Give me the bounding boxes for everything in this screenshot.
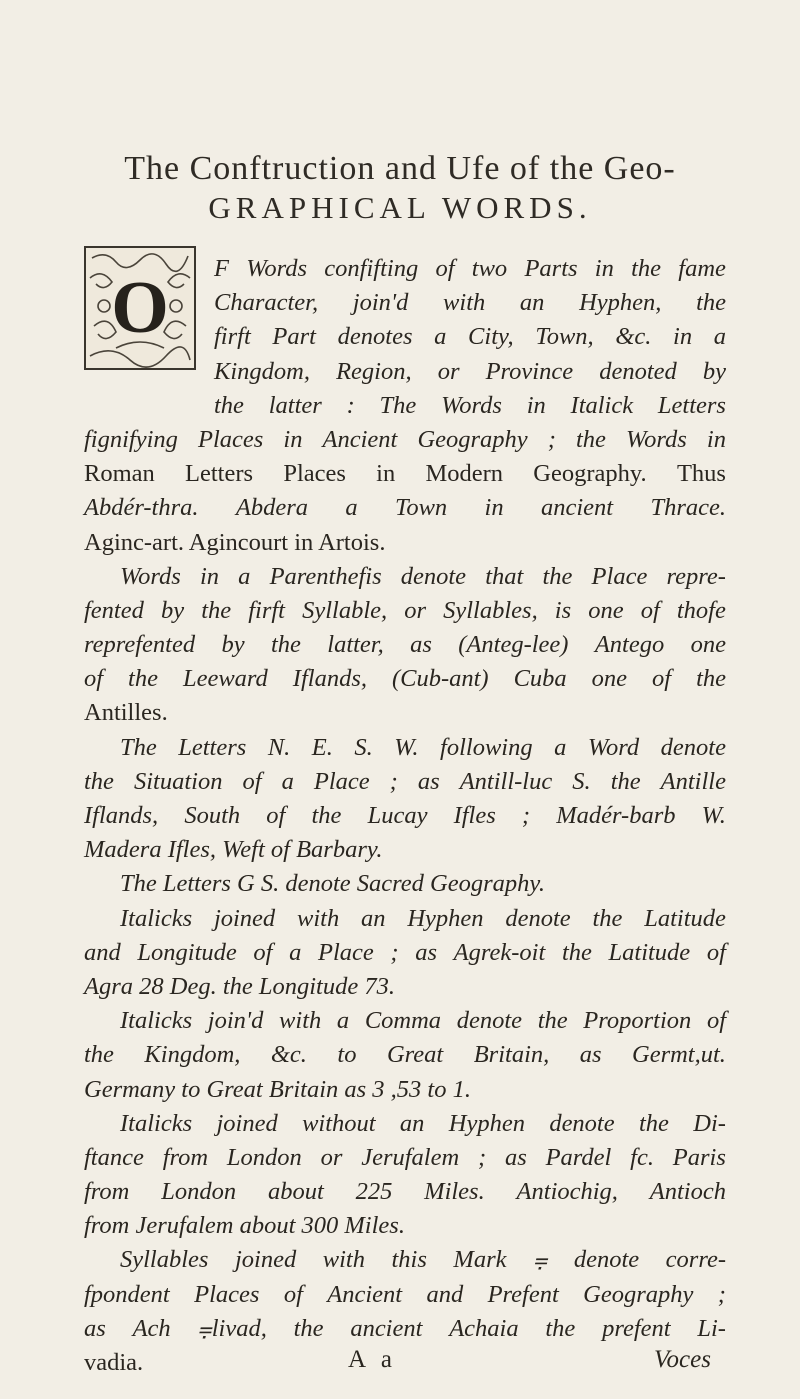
- text-line: [84, 1278, 726, 1312]
- word: Italicks: [120, 1109, 193, 1137]
- word: Syllables,: [443, 596, 538, 624]
- paragraph-compass-letters: [84, 731, 726, 868]
- word: Places: [194, 1280, 260, 1308]
- word: Achaia: [449, 1314, 519, 1342]
- word: (Anteg-lee): [458, 631, 569, 659]
- word: denote: [456, 1007, 523, 1035]
- word: the: [696, 289, 726, 317]
- word: with: [297, 904, 340, 932]
- word: Italick: [570, 391, 634, 419]
- word: this: [391, 1246, 427, 1274]
- word: Ancient: [327, 1280, 403, 1308]
- word: fented: [84, 596, 144, 624]
- word: Abdera: [235, 494, 308, 522]
- word: by: [221, 631, 245, 659]
- word: from: [84, 1178, 130, 1206]
- paragraph-correspondent: [84, 1243, 726, 1380]
- word: the: [270, 631, 301, 659]
- word: of: [652, 665, 672, 693]
- word: Places: [198, 425, 264, 453]
- word: City,: [468, 323, 514, 351]
- word: in: [484, 494, 504, 522]
- word: N.: [267, 733, 291, 761]
- word: Di-: [693, 1109, 726, 1137]
- word: Letters: [178, 733, 247, 761]
- word: Germt,ut.: [632, 1041, 726, 1069]
- word: Province: [485, 357, 574, 385]
- word: London: [226, 1143, 302, 1171]
- word: Cuba: [513, 665, 567, 693]
- word: fignifying: [84, 425, 178, 453]
- text-line: Antilles.: [84, 699, 168, 727]
- word: W.: [701, 802, 726, 829]
- word: Madér-barb: [556, 802, 676, 829]
- word: Britain,: [473, 1041, 550, 1069]
- word: Antille: [660, 767, 726, 795]
- word: an: [519, 289, 545, 317]
- word: denotes: [337, 323, 413, 351]
- word: London: [161, 1178, 237, 1206]
- word: from: [162, 1143, 209, 1171]
- word: the: [537, 1007, 568, 1035]
- word: a: [238, 562, 251, 590]
- word: E.: [311, 733, 333, 761]
- word: ⩦: [533, 1246, 548, 1274]
- word: Geography: [583, 1280, 694, 1308]
- word: Syllables: [120, 1246, 209, 1274]
- word: as: [415, 938, 438, 966]
- word: or: [437, 357, 460, 385]
- text-line: Agra 28 Deg. the Longitude 73.: [84, 972, 395, 1000]
- word: denote: [660, 733, 726, 761]
- word: firft: [248, 596, 285, 624]
- word: firft: [214, 323, 251, 351]
- word: denote: [549, 1109, 615, 1137]
- word: confifting: [324, 255, 419, 282]
- word: Mark: [453, 1246, 507, 1274]
- word: in: [594, 255, 614, 282]
- word: (Cub-ant): [391, 665, 489, 693]
- word: Parenthefis: [269, 562, 382, 590]
- word: to: [337, 1041, 357, 1069]
- word: Place: [591, 562, 648, 590]
- word: Li-: [697, 1314, 726, 1342]
- word: as: [84, 1314, 106, 1342]
- word: denote: [505, 904, 571, 932]
- word: the: [128, 665, 158, 693]
- word: Thrace.: [650, 494, 726, 522]
- word: Geography: [417, 425, 528, 453]
- word: Hyphen: [407, 904, 484, 932]
- word: thofe: [676, 596, 726, 624]
- word: Modern: [425, 460, 504, 488]
- word: Words: [441, 391, 502, 419]
- paragraph-proportion: [84, 1004, 726, 1107]
- word: as: [504, 1143, 527, 1171]
- word: Ancient: [322, 425, 398, 453]
- paragraph-sacred-geography: [84, 867, 726, 901]
- word: Words: [120, 562, 181, 590]
- text-line: [84, 560, 726, 594]
- word: join'd: [207, 1007, 264, 1035]
- word: ;: [477, 1143, 487, 1171]
- paragraph-parenthesis: [84, 560, 726, 731]
- text-line: [84, 731, 726, 765]
- word: Prefent: [487, 1280, 559, 1308]
- word: Paris: [672, 1143, 726, 1171]
- word: ;: [717, 1280, 726, 1308]
- word: Iflands,: [292, 665, 367, 693]
- word: Pardel: [545, 1143, 612, 1171]
- word: a: [281, 767, 294, 795]
- text-line: The Letters G S. denote Sacred Geography.: [120, 870, 546, 898]
- word: ⩦livad,: [197, 1314, 267, 1342]
- word: Letters: [185, 460, 254, 488]
- text-line: from Jerufalem about 300 Miles.: [84, 1212, 405, 1240]
- word: Region,: [336, 357, 412, 385]
- text-line: [84, 1141, 726, 1175]
- word: following: [440, 733, 533, 761]
- word: in: [526, 391, 546, 419]
- word: about: [267, 1178, 324, 1206]
- word: one: [591, 665, 628, 693]
- word: Kingdom,: [144, 1041, 241, 1069]
- body-text: [84, 252, 726, 1380]
- word: Great: [386, 1041, 444, 1069]
- initial-letter: O: [111, 267, 169, 349]
- word: by: [160, 596, 185, 624]
- word: of: [253, 938, 273, 966]
- word: Character,: [214, 289, 319, 317]
- word: as: [417, 767, 440, 795]
- word: and: [426, 1280, 464, 1308]
- word: the: [696, 665, 726, 693]
- word: Italicks: [120, 1007, 193, 1035]
- word: the: [542, 562, 573, 590]
- word: joined: [234, 1246, 297, 1274]
- word: corre-: [665, 1246, 726, 1274]
- word: denote: [573, 1246, 640, 1274]
- word: ;: [547, 425, 556, 453]
- text-line: [84, 1038, 726, 1072]
- word: W.: [394, 733, 419, 761]
- word: the: [293, 1314, 324, 1342]
- text-line: [84, 252, 726, 286]
- word: Words: [246, 255, 308, 282]
- word: a: [289, 938, 302, 966]
- word: one: [690, 631, 726, 659]
- text-line: vadia.: [84, 1349, 144, 1376]
- word: with: [322, 1246, 365, 1274]
- word: Leeward: [182, 665, 268, 693]
- word: as: [410, 631, 432, 659]
- word: :: [346, 391, 355, 419]
- word: without: [302, 1109, 376, 1137]
- word: ftance: [84, 1143, 144, 1171]
- text-line: [84, 1004, 726, 1038]
- word: S.: [572, 767, 591, 795]
- word: Place: [318, 938, 374, 966]
- word: one: [588, 596, 624, 624]
- text-line: [84, 423, 726, 457]
- word: of: [640, 596, 660, 624]
- word: &c.: [270, 1041, 307, 1069]
- word: Antego: [594, 631, 665, 659]
- word: the: [631, 255, 662, 282]
- word: fame: [678, 255, 726, 282]
- word: the: [84, 1041, 114, 1069]
- word: the: [311, 802, 342, 829]
- word: in: [376, 460, 396, 488]
- word: Roman: [84, 460, 155, 488]
- text-line: [84, 1175, 726, 1209]
- word: with: [279, 1007, 322, 1035]
- word: fpondent: [84, 1280, 170, 1308]
- word: the: [592, 904, 623, 932]
- word: Iflands,: [84, 802, 159, 829]
- page-title: The Conftruction and Ufe of the Geo-: [124, 150, 676, 187]
- word: two: [471, 255, 508, 282]
- word: by: [702, 357, 726, 385]
- word: denote: [400, 562, 467, 590]
- text-line: [84, 389, 726, 423]
- word: a: [345, 494, 358, 522]
- text-line: [84, 1312, 726, 1346]
- word: F: [214, 255, 229, 282]
- catchword: Voces: [654, 1346, 711, 1373]
- word: of: [706, 938, 726, 966]
- word: Proportion: [583, 1007, 692, 1035]
- word: Places: [283, 460, 346, 488]
- word: or: [404, 596, 427, 624]
- word: is: [554, 596, 572, 624]
- text-line: [84, 320, 726, 354]
- word: an: [399, 1109, 425, 1137]
- text-line: [84, 355, 726, 389]
- word: Italicks: [120, 904, 193, 932]
- word: the: [576, 425, 606, 453]
- word: the: [638, 1109, 669, 1137]
- text-line: Aginc-art. Agincourt in Artois.: [84, 528, 386, 556]
- word: the: [545, 1314, 576, 1342]
- page-subtitle: GRAPHICAL WORDS.: [208, 190, 592, 225]
- word: an: [361, 904, 386, 932]
- paragraph-intro: [84, 252, 726, 560]
- word: Word: [587, 733, 640, 761]
- word: of: [242, 767, 262, 795]
- text-line: [84, 286, 726, 320]
- word: Thus: [676, 460, 726, 488]
- word: the: [201, 596, 232, 624]
- word: joined: [213, 904, 276, 932]
- word: and: [84, 938, 121, 966]
- word: ;: [390, 938, 399, 966]
- text-line: [84, 457, 726, 491]
- word: The: [379, 391, 417, 419]
- word: Latitude: [644, 904, 726, 932]
- word: Situation: [133, 767, 223, 795]
- text-line: [84, 491, 726, 525]
- word: with: [443, 289, 486, 317]
- word: Ach: [132, 1314, 171, 1342]
- text-line: [84, 594, 726, 628]
- signature-mark: A a: [348, 1346, 398, 1373]
- word: 225: [355, 1178, 393, 1206]
- word: fc.: [630, 1143, 654, 1171]
- word: Letters: [657, 391, 726, 419]
- word: Place: [313, 767, 370, 795]
- word: Syllable,: [302, 596, 388, 624]
- word: Parts: [524, 255, 578, 282]
- word: a: [336, 1007, 350, 1035]
- word: denoted: [599, 357, 677, 385]
- word: of: [435, 255, 455, 282]
- word: &c.: [615, 323, 652, 351]
- text-line: [84, 936, 726, 970]
- word: Latitude: [608, 938, 691, 966]
- word: the: [610, 767, 641, 795]
- word: the: [84, 767, 114, 795]
- word: Kingdom,: [214, 357, 310, 385]
- text-line: [84, 765, 726, 799]
- text-line: [84, 662, 726, 696]
- word: prefent: [602, 1314, 671, 1342]
- word: of: [706, 1007, 726, 1035]
- word: ancient: [350, 1314, 423, 1342]
- text-line: [84, 628, 726, 662]
- word: Miles.: [424, 1178, 485, 1206]
- word: the: [561, 938, 592, 966]
- word: of: [266, 802, 286, 829]
- word: Part: [272, 323, 316, 351]
- word: Words: [626, 425, 687, 453]
- word: reprefented: [84, 631, 196, 659]
- word: Ifles: [453, 802, 496, 829]
- paragraph-distance: [84, 1107, 726, 1244]
- text-line: [84, 799, 726, 833]
- text-line: [84, 1243, 726, 1277]
- word: a: [554, 733, 567, 761]
- word: in: [199, 562, 220, 590]
- word: Lucay: [367, 802, 428, 829]
- word: Agrek-oit: [453, 938, 546, 966]
- word: a: [713, 323, 726, 351]
- word: ancient: [540, 494, 614, 522]
- word: that: [485, 562, 524, 590]
- word: or: [320, 1143, 343, 1171]
- word: latter: [268, 391, 322, 419]
- word: Antiochig,: [516, 1178, 618, 1206]
- word: Antioch: [649, 1178, 726, 1206]
- word: as: [579, 1041, 602, 1069]
- word: Geography.: [533, 460, 647, 488]
- word: ;: [389, 767, 398, 795]
- text-line: [84, 902, 726, 936]
- word: Longitude: [137, 938, 237, 966]
- text-line: [84, 1107, 726, 1141]
- word: a: [434, 323, 447, 351]
- word: Abdér-thra.: [84, 494, 199, 522]
- word: in: [673, 323, 693, 351]
- word: of: [283, 1280, 303, 1308]
- word: Hyphen: [448, 1109, 525, 1137]
- text-line: Madera Ifles, Weft of Barbary.: [84, 836, 383, 864]
- word: S.: [354, 733, 373, 761]
- word: The: [120, 733, 157, 761]
- word: latter,: [327, 631, 384, 659]
- word: in: [283, 425, 303, 453]
- text-line: Germany to Great Britain as 3 ,53 to 1.: [84, 1075, 471, 1103]
- word: the: [214, 391, 244, 419]
- word: Hyphen,: [579, 289, 662, 317]
- word: Jerufalem: [361, 1143, 460, 1171]
- word: join'd: [352, 289, 409, 317]
- word: of: [84, 665, 104, 693]
- word: South: [184, 802, 241, 829]
- paragraph-latitude: [84, 902, 726, 1005]
- word: Antill-luc: [459, 767, 553, 795]
- word: Comma: [364, 1007, 442, 1035]
- word: Town: [394, 494, 448, 522]
- word: repre-: [666, 562, 726, 590]
- word: joined: [216, 1109, 278, 1137]
- word: in: [706, 425, 726, 453]
- word: ;: [521, 802, 531, 829]
- word: Town,: [535, 323, 594, 351]
